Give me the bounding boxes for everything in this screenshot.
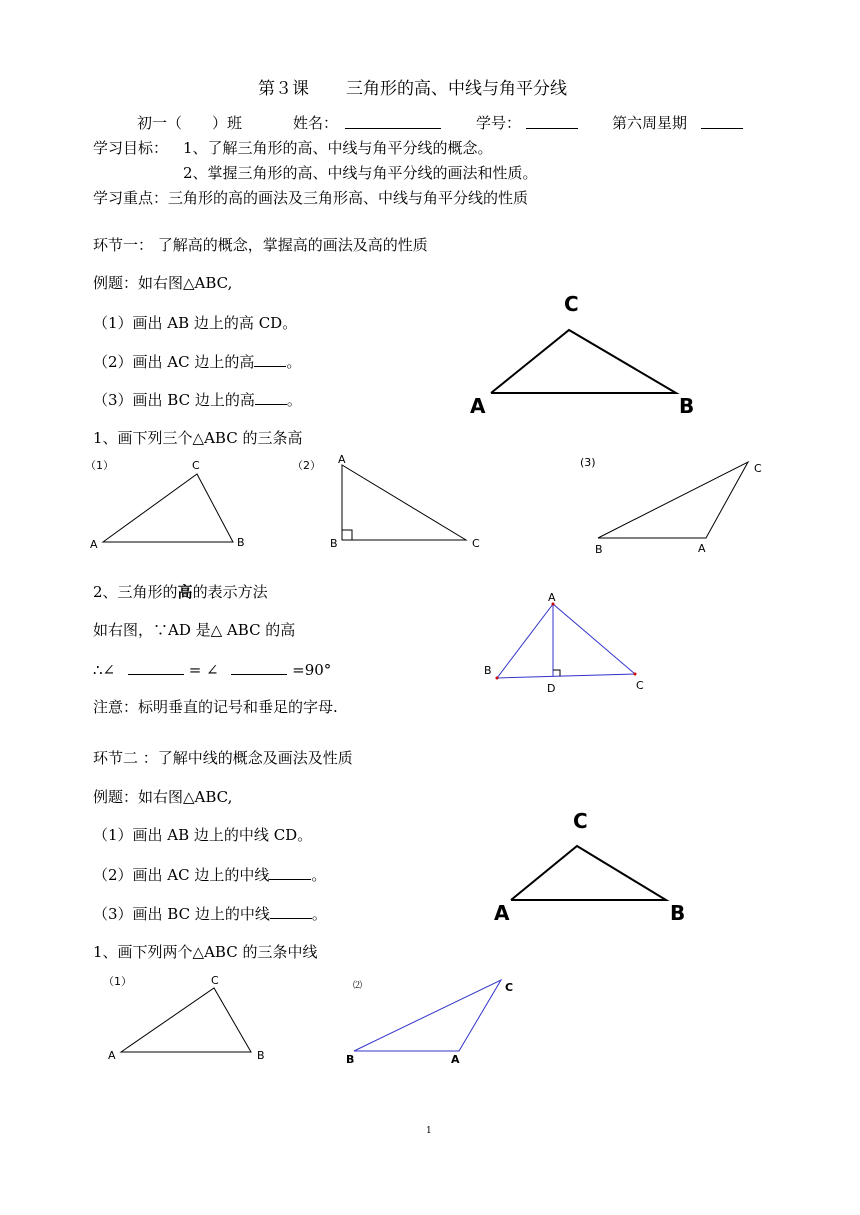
goals-label: 学习目标： bbox=[93, 139, 169, 157]
vertex-label-c: C bbox=[211, 974, 219, 987]
vertex-label-b: B bbox=[257, 1049, 265, 1062]
section1-heading: 环节一： 了解高的概念，掌握高的画法及高的性质 bbox=[93, 236, 428, 254]
example-triangle-2 bbox=[494, 809, 685, 925]
vertex-label-c: C bbox=[564, 292, 579, 316]
foot-label-d: D bbox=[547, 682, 556, 695]
section2-example: 例题：如右图△ABC, bbox=[93, 788, 233, 806]
vertex-label-b: B bbox=[595, 543, 603, 556]
median-triangle-1 bbox=[103, 974, 265, 1062]
name-label: 姓名： bbox=[293, 114, 339, 132]
vertex-label-b: B bbox=[346, 1053, 355, 1066]
vertex-label-c: C bbox=[505, 981, 514, 994]
section2-task-1: 1、画下列两个△ABC 的三条中线 bbox=[93, 943, 318, 961]
section1-example: 例题：如右图△ABC, bbox=[93, 274, 233, 292]
section1-question-1: （1）画出 AB 边上的高 CD。 bbox=[93, 314, 298, 332]
goal-item-1: 1、了解三角形的高、中线与角平分线的概念。 bbox=[183, 139, 493, 157]
task2-bold: 高 bbox=[177, 583, 193, 601]
vertex-label-b: B bbox=[679, 394, 695, 418]
vertex-label-c: C bbox=[636, 679, 644, 692]
vertex-label-a: A bbox=[548, 591, 556, 604]
period: 。 bbox=[311, 905, 327, 923]
class-label: 初一（ ）班 bbox=[137, 114, 243, 132]
figure-number: （1） bbox=[85, 459, 114, 472]
vertex-label-a: A bbox=[338, 453, 346, 466]
period: 。 bbox=[286, 353, 302, 371]
figure-number: （2） bbox=[292, 459, 321, 472]
period: 。 bbox=[286, 391, 302, 409]
student-id-label: 学号： bbox=[476, 114, 522, 132]
exercise-triangle-1 bbox=[85, 459, 245, 551]
section1-task-1: 1、画下列三个△ABC 的三条高 bbox=[93, 429, 303, 447]
equals-angle: = ∠ bbox=[188, 661, 219, 679]
altitude-triangle bbox=[484, 591, 644, 695]
vertex-label-c: C bbox=[472, 537, 480, 550]
task2-suffix: 的表示方法 bbox=[192, 583, 268, 601]
vertex-label-c: C bbox=[573, 809, 588, 833]
exercise-triangle-3 bbox=[580, 456, 762, 556]
exercise-triangle-2 bbox=[292, 453, 480, 550]
section2-question-3-text: （3）画出 BC 边上的中线 bbox=[93, 905, 270, 923]
section2-question-1: （1）画出 AB 边上的中线 CD。 bbox=[93, 826, 313, 844]
vertex-label-a: A bbox=[470, 394, 486, 418]
altitude-statement: 如右图，∵AD 是△ ABC 的高 bbox=[93, 621, 296, 639]
vertex-label-b: B bbox=[330, 537, 338, 550]
week-label: 第六周星期 bbox=[612, 114, 688, 132]
vertex-label-c: C bbox=[754, 462, 762, 475]
therefore-angle: ∴∠ bbox=[93, 661, 116, 679]
figure-number: ⑵ bbox=[353, 981, 363, 991]
section2-question-2-text: （2）画出 AC 边上的中线 bbox=[93, 866, 270, 884]
vertex-label-b: B bbox=[237, 536, 245, 549]
vertex-label-a: A bbox=[698, 542, 706, 555]
page-number: 1 bbox=[426, 1126, 432, 1136]
figure-number: (3) bbox=[580, 456, 596, 469]
figure-number: （1） bbox=[103, 975, 132, 988]
goal-item-2: 2、掌握三角形的高、中线与角平分线的画法和性质。 bbox=[183, 164, 538, 182]
equals-90: =90° bbox=[292, 661, 332, 679]
lesson-number: 第３课 bbox=[258, 79, 309, 99]
vertex-label-a: A bbox=[90, 538, 98, 551]
vertex-label-a: A bbox=[108, 1049, 116, 1062]
vertex-label-a: A bbox=[451, 1053, 460, 1066]
example-triangle-1 bbox=[470, 292, 694, 418]
vertex-label-b: B bbox=[484, 664, 492, 677]
key-focus: 学习重点：三角形的高的画法及三角形高、中线与角平分线的性质 bbox=[93, 189, 529, 207]
page-title: 三角形的高、中线与角平分线 bbox=[346, 79, 567, 99]
section2-heading: 环节二 ：了解中线的概念及画法及性质 bbox=[93, 749, 353, 767]
task2-prefix: 2、三角形的 bbox=[93, 583, 178, 601]
period: 。 bbox=[311, 866, 327, 884]
section1-question-2-text: （2）画出 AC 边上的高 bbox=[93, 353, 255, 371]
section1-question-3-text: （3）画出 BC 边上的高 bbox=[93, 391, 255, 409]
vertex-label-a: A bbox=[494, 901, 510, 925]
vertex-label-b: B bbox=[670, 901, 686, 925]
median-triangle-2 bbox=[346, 979, 513, 1066]
note-text: 注意：标明垂直的记号和垂足的字母. bbox=[93, 698, 338, 716]
vertex-label-c: C bbox=[192, 459, 200, 472]
